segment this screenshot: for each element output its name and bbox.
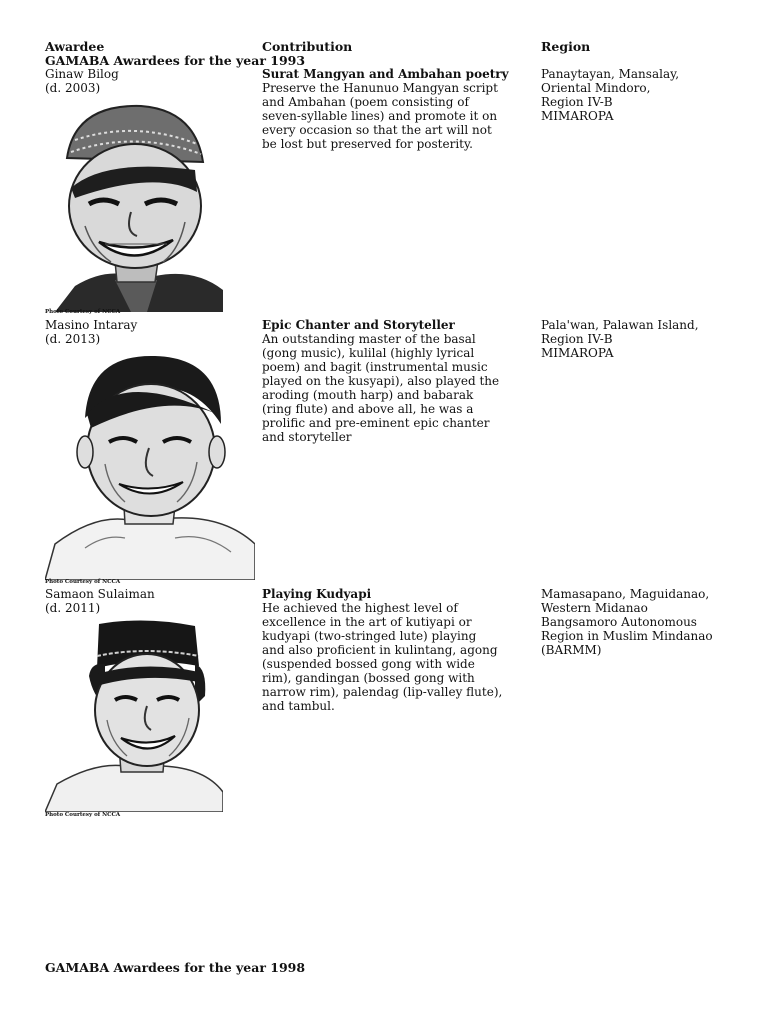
description-line: aroding (mouth harp) and babarak xyxy=(262,388,474,402)
photo-credit: Photo Courtesy of NCCA xyxy=(45,812,121,818)
description-line: kudyapi (two-stringed lute) playing xyxy=(262,629,477,643)
portrait-masino-intaray xyxy=(45,348,255,580)
section-title-1993: GAMABA Awardees for the year 1993 xyxy=(45,53,306,68)
description-line: An outstanding master of the basal xyxy=(262,332,476,346)
section-title-1998: GAMABA Awardees for the year 1998 xyxy=(45,960,306,975)
awardee-name: Masino Intaray xyxy=(45,318,138,332)
header-region: Region xyxy=(541,39,591,54)
description-line: He achieved the highest level of xyxy=(262,601,458,615)
region-line: Mamasapano, Maguidanao, xyxy=(541,587,710,601)
region-line: MIMAROPA xyxy=(541,109,614,123)
description-line: Preserve the Hanunuo Mangyan script xyxy=(262,81,498,95)
header-contribution: Contribution xyxy=(262,39,353,54)
region-line: Panaytayan, Mansalay, xyxy=(541,67,680,81)
region-line: MIMAROPA xyxy=(541,346,614,360)
region-line: Pala'wan, Palawan Island, xyxy=(541,318,699,332)
description-line: and storyteller xyxy=(262,430,352,444)
description-line: and also proficient in kulintang, agong xyxy=(262,643,498,657)
description-line: and Ambahan (poem consisting of xyxy=(262,95,469,109)
region-line: Region IV-B xyxy=(541,332,613,346)
awardee-name: Ginaw Bilog xyxy=(45,67,119,81)
description-line: (suspended bossed gong with wide xyxy=(262,657,475,671)
region-line: Region IV-B xyxy=(541,95,613,109)
description-line: excellence in the art of kutiyapi or xyxy=(262,615,472,629)
description-line: prolific and pre-eminent epic chanter xyxy=(262,416,490,430)
region-line: Bangsamoro Autonomous xyxy=(541,615,697,629)
region-line: Region in Muslim Mindanao xyxy=(541,629,713,643)
region-line: (BARMM) xyxy=(541,643,602,657)
awardee-death-year: (d. 2011) xyxy=(45,601,101,615)
description-line: played on the kusyapi), also played the xyxy=(262,374,500,388)
header-awardee: Awardee xyxy=(45,39,105,54)
portrait-samaon-sulaiman xyxy=(45,616,223,812)
contribution-title: Epic Chanter and Storyteller xyxy=(262,318,455,332)
description-line: and tambul. xyxy=(262,699,335,713)
awardee-death-year: (d. 2013) xyxy=(45,332,101,346)
description-line: (gong music), kulilal (highly lyrical xyxy=(262,346,475,360)
description-line: rim), gandingan (bossed gong with xyxy=(262,671,475,685)
description-line: be lost but preserved for posterity. xyxy=(262,137,473,151)
portrait-ginaw-bilog xyxy=(45,100,225,312)
contribution-title: Surat Mangyan and Ambahan poetry xyxy=(262,67,509,81)
description-line: narrow rim), palendag (lip-valley flute), xyxy=(262,685,503,699)
awardee-name: Samaon Sulaiman xyxy=(45,587,155,601)
description-line: (ring flute) and above all, he was a xyxy=(262,402,474,416)
region-line: Oriental Mindoro, xyxy=(541,81,651,95)
description-line: seven-syllable lines) and promote it on xyxy=(262,109,498,123)
photo-credit: Photo Courtesy of NCCA xyxy=(45,309,121,315)
photo-credit: Photo Courtesy of NCCA xyxy=(45,579,121,585)
contribution-title: Playing Kudyapi xyxy=(262,587,372,601)
awardee-death-year: (d. 2003) xyxy=(45,81,101,95)
description-line: every occasion so that the art will not xyxy=(262,123,492,137)
description-line: poem) and bagit (instrumental music xyxy=(262,360,488,374)
region-line: Western Midanao xyxy=(541,601,648,615)
